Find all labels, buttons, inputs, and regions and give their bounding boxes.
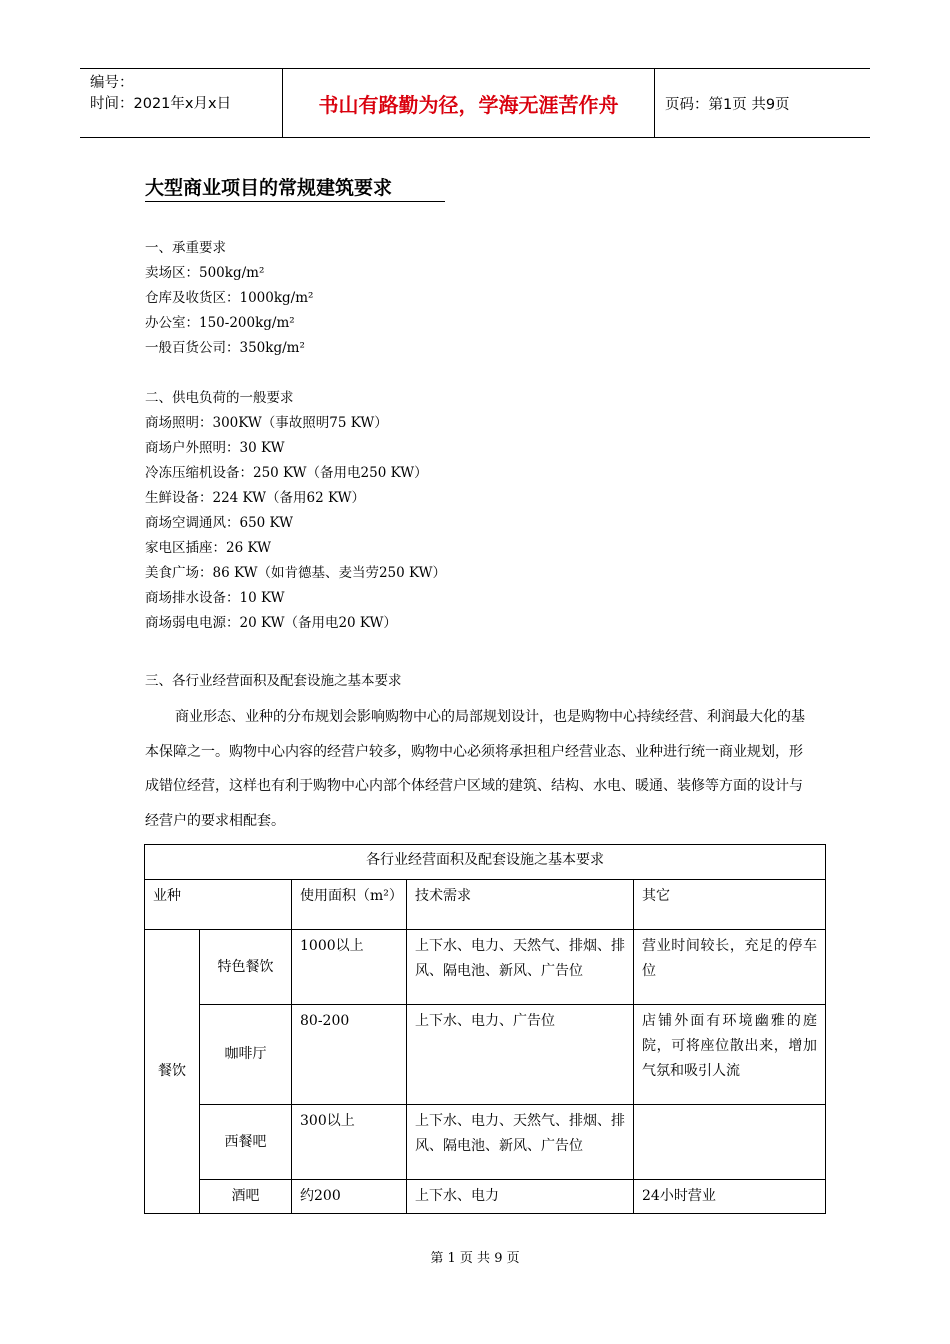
power-item: 家电区插座：26 KW bbox=[145, 540, 271, 556]
header-cell bbox=[292, 880, 407, 930]
table-row bbox=[145, 930, 826, 1005]
row-area: 80-200 bbox=[292, 1005, 407, 1105]
header-motto: 书山有路勤为径，学海无涯苦作舟 bbox=[318, 92, 619, 117]
header-cell: 业种 bbox=[145, 880, 292, 930]
row-other: 24小时营业 bbox=[634, 1180, 826, 1214]
table-row bbox=[145, 1180, 826, 1214]
load-item: 办公室：150-200kg/m² bbox=[145, 315, 295, 331]
power-item: 商场照明：300KW（事故照明75 KW） bbox=[145, 415, 388, 431]
row-name: 西餐吧 bbox=[200, 1105, 292, 1180]
row-area: 300以上 bbox=[292, 1105, 407, 1180]
requirements-table bbox=[144, 844, 826, 1214]
row-tech: 上下水、电力、天然气、排烟、排风、隔电池、新风、广告位 bbox=[407, 930, 634, 1005]
power-item: 商场户外照明：30 KW bbox=[145, 440, 285, 456]
table-row bbox=[145, 1105, 826, 1180]
document-title: 大型商业项目的常规建筑要求 bbox=[145, 173, 445, 202]
section-paragraph bbox=[145, 700, 810, 838]
row-tech: 上下水、电力、广告位 bbox=[407, 1005, 634, 1105]
row-tech: 上下水、电力 bbox=[407, 1180, 634, 1214]
row-name: 咖啡厅 bbox=[200, 1005, 292, 1105]
page-footer: 第 1 页 共 9 页 bbox=[430, 1251, 520, 1266]
table-caption: 各行业经营面积及配套设施之基本要求 bbox=[145, 845, 826, 880]
table-row bbox=[145, 1005, 826, 1105]
load-item: 一般百货公司：350kg/m² bbox=[145, 340, 305, 356]
date-line: 时间：2021年x月x日 bbox=[90, 96, 232, 112]
page-code: 页码：第1页 共9页 bbox=[665, 96, 790, 113]
row-name: 酒吧 bbox=[200, 1180, 292, 1214]
document-header bbox=[80, 68, 870, 138]
row-other: 店铺外面有环境幽雅的庭院，可将座位散出来，增加气氛和吸引人流 bbox=[634, 1005, 826, 1105]
paragraph-text: 商业形态、业种的分布规划会影响购物中心的局部规划设计，也是购物中心持续经营、利润最大化的基本保障之一。购物中心内容的经营户较多，购物中心必须将承担租户经营业态、业种进行统一商业规划，形成错位经营，这样也有利于购物中心内部个体经营户区域的建筑、结构、水电、暖通、装修等方面的设计与经营户的要求相配套。 bbox=[145, 709, 805, 829]
header-cell: 其它 bbox=[634, 880, 826, 930]
row-other: 营业时间较长，充足的停车位 bbox=[634, 930, 826, 1005]
power-item: 美食广场：86 KW（如肯德基、麦当劳250 KW） bbox=[145, 565, 446, 581]
power-item: 商场空调通风：650 KW bbox=[145, 515, 294, 531]
header-cell-text: 使用面积（m²） bbox=[300, 888, 403, 904]
row-tech: 上下水、电力、天然气、排烟、排风、隔电池、新风、广告位 bbox=[407, 1105, 634, 1180]
row-name: 特色餐饮 bbox=[200, 930, 292, 1005]
row-area: 约200 bbox=[292, 1180, 407, 1214]
power-item: 生鲜设备：224 KW（备用62 KW） bbox=[145, 490, 365, 506]
load-item: 卖场区：500kg/m² bbox=[145, 265, 265, 281]
section-heading: 一、承重要求 bbox=[145, 240, 226, 256]
header-meta bbox=[90, 73, 280, 115]
power-item: 商场排水设备：10 KW bbox=[145, 590, 285, 606]
category-cell: 餐饮 bbox=[145, 930, 200, 1214]
row-other bbox=[634, 1105, 826, 1180]
power-item: 商场弱电电源：20 KW（备用电20 KW） bbox=[145, 615, 397, 631]
section-heading: 三、各行业经营面积及配套设施之基本要求 bbox=[145, 673, 402, 689]
number-label: 编号： bbox=[90, 75, 134, 91]
row-area: 1000以上 bbox=[292, 930, 407, 1005]
table-header-row bbox=[145, 880, 826, 930]
power-item: 冷冻压缩机设备：250 KW（备用电250 KW） bbox=[145, 465, 428, 481]
section-heading: 二、供电负荷的一般要求 bbox=[145, 390, 294, 406]
header-divider bbox=[654, 69, 655, 137]
load-item: 仓库及收货区：1000kg/m² bbox=[145, 290, 314, 306]
header-cell: 技术需求 bbox=[407, 880, 634, 930]
table-caption-row bbox=[145, 845, 826, 880]
